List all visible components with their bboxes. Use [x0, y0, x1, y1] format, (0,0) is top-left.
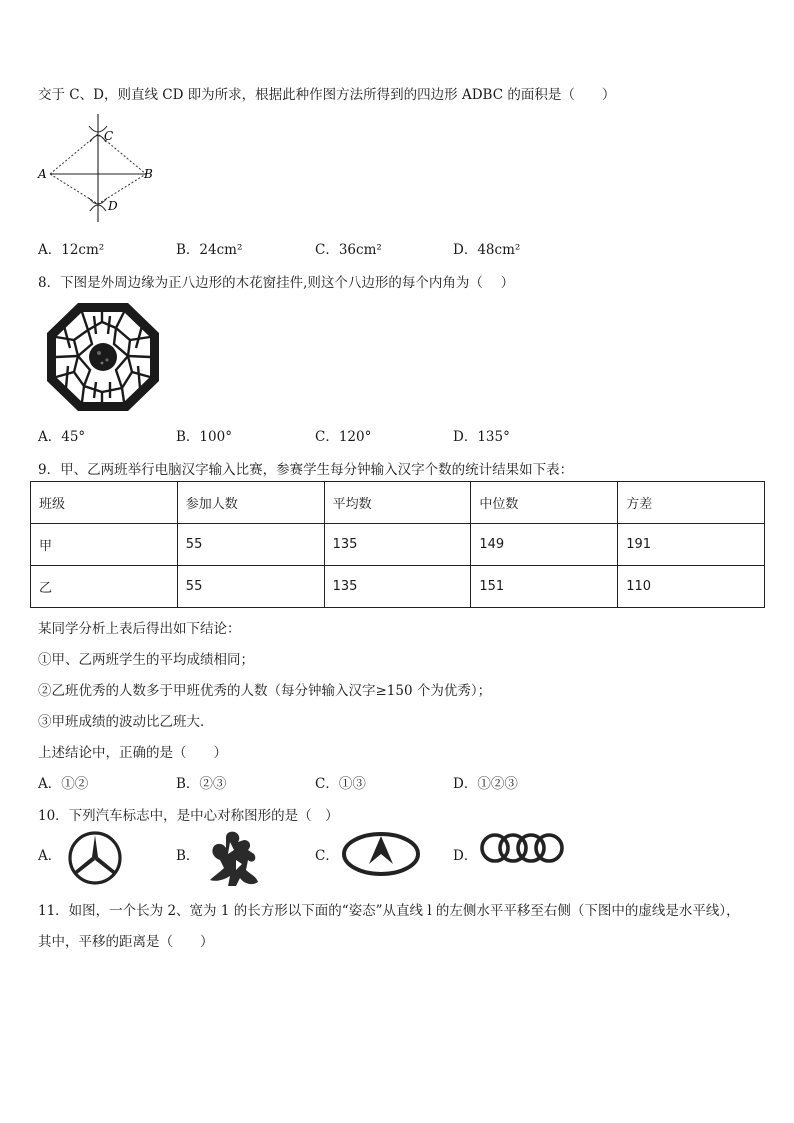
q8-option-d[interactable]: D．135°	[453, 429, 510, 445]
q10-stem: 10．下列汽车标志中，是中心对称图形的是（ ）	[38, 808, 339, 824]
q8-options	[38, 425, 758, 445]
q10-option-c[interactable]: C．	[315, 848, 339, 864]
header-class: 班级	[31, 482, 178, 524]
q7-option-b[interactable]: B．24cm²	[176, 242, 243, 258]
q10-option-a[interactable]: A．	[38, 848, 62, 864]
q9-option-a[interactable]: A．①②	[38, 776, 89, 792]
table-cell: 135	[324, 566, 471, 608]
table-row	[31, 524, 765, 566]
q8-option-a[interactable]: A．45°	[38, 429, 86, 445]
q10-options	[38, 830, 758, 888]
q7-option-a[interactable]: A．12cm²	[38, 242, 105, 258]
table-cell: 55	[177, 524, 324, 566]
peugeot-lion-logo-icon	[206, 830, 262, 888]
q7-options	[38, 238, 758, 258]
table-cell: 55	[177, 566, 324, 608]
q9-options	[38, 772, 758, 792]
q8-stem: 8．下图是外周边缘为正八边形的木花窗挂件,则这个八边形的每个内角为（ ）	[38, 275, 515, 291]
q8-option-b[interactable]: B．100°	[176, 429, 232, 445]
q10-option-b[interactable]: B．	[176, 848, 200, 864]
score-statistics-table	[30, 481, 765, 608]
label-b: B	[144, 167, 153, 181]
table-cell: 甲	[31, 524, 178, 566]
q9-analysis-intro: 某同学分析上表后得出如下结论：	[38, 621, 241, 637]
q8-option-c[interactable]: C．120°	[315, 429, 372, 445]
label-c: C	[104, 129, 114, 143]
octagon-window-image	[44, 300, 162, 414]
label-a: A	[38, 167, 47, 181]
table-cell: 135	[324, 524, 471, 566]
table-cell: 149	[471, 524, 618, 566]
q9-conclusion-1: ①甲、乙两班学生的平均成绩相同；	[38, 652, 254, 668]
table-header-row	[31, 482, 765, 524]
q10-option-d[interactable]: D．	[453, 848, 478, 864]
table-row	[31, 566, 765, 608]
q7-option-c[interactable]: C．36cm²	[315, 242, 382, 258]
table-cell: 191	[618, 524, 765, 566]
q9-prompt: 上述结论中，正确的是（ ）	[38, 745, 227, 761]
mercedes-logo-icon	[66, 830, 124, 886]
q7-stem: 交于 C、D，则直线 CD 即为所求，根据此种作图方法所得到的四边形 ADBC 的面积是（ ）	[38, 87, 616, 103]
header-mean: 平均数	[324, 482, 471, 524]
q7-option-d[interactable]: D．48cm²	[453, 242, 521, 258]
q9-option-b[interactable]: B．②③	[176, 776, 227, 792]
header-participants: 参加人数	[177, 482, 324, 524]
table-cell: 乙	[31, 566, 178, 608]
header-median: 中位数	[471, 482, 618, 524]
q11-stem-line-1: 11．如图，一个长为 2、宽为 1 的长方形以下面的“姿态”从直线 l 的左侧水平平移至右侧（下图中的虚线是水平线），	[38, 903, 740, 919]
q9-stem: 9．甲、乙两班举行电脑汉字输入比赛，参赛学生每分钟输入汉字个数的统计结果如下表：	[38, 462, 574, 478]
label-d: D	[108, 199, 118, 213]
q9-option-c[interactable]: C．①③	[315, 776, 366, 792]
q11-stem-line-2: 其中，平移的距离是（ ）	[38, 934, 214, 950]
table-cell: 151	[471, 566, 618, 608]
q9-conclusion-3: ③甲班成绩的波动比乙班大．	[38, 714, 214, 730]
q7-construction-figure	[34, 112, 164, 224]
audi-rings-logo-icon	[479, 830, 565, 866]
table-cell: 110	[618, 566, 765, 608]
header-variance: 方差	[618, 482, 765, 524]
infiniti-logo-icon	[341, 830, 421, 878]
q9-option-d[interactable]: D．①②③	[453, 776, 518, 792]
q9-conclusion-2: ②乙班优秀的人数多于甲班优秀的人数（每分钟输入汉字≥150 个为优秀）；	[38, 683, 492, 699]
